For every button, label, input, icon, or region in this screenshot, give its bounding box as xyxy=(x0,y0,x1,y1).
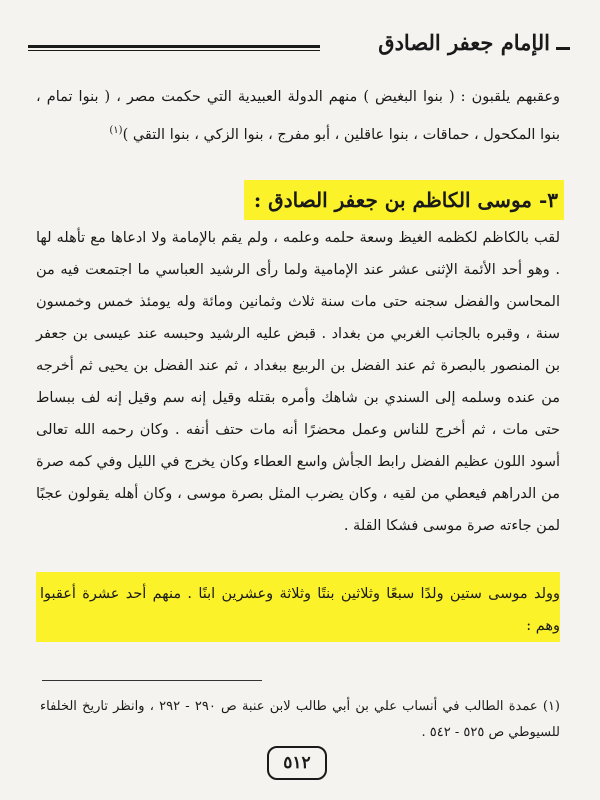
header-dash xyxy=(556,47,570,50)
paragraph-1 xyxy=(36,80,560,152)
header-title: الإمام جعفر الصادق xyxy=(378,30,550,55)
running-header xyxy=(28,26,570,60)
header-rule xyxy=(28,45,320,51)
page-number: ٥١٢ xyxy=(267,746,327,780)
paragraph-2: لقب بالكاظم لكظمه الغيظ وسعة حلمه وعلمه ، ولم يقم بالإمامة ولا ادعاها مع تأهله لها . وهو أحد الأئمة الإثنى عشر عند الإمامية ولما رأى الرشيد العباسي ما اجتمعت فيه من المحاسن والفضل سجنه حتى مات سنة ثلاث وثمانين ومائة وله يومئذ خمس وخمسون سنة ، وقبره بالجانب الغربي من بغداد . قبض عليه الرشيد وحبسه عند عيسى بن جعفر بن المنصور بالبصرة ثم عند الفضل بن الربيع ببغداد ، ثم عند الفضل بن يحيى ثم أخرجه من عنده وسلمه إلى السندي بن شاهك وأمره بقتله وقيل إنه سم وقيل إنه لف ببساط حتى مات ، ثم أخرج للناس وعمل محضرًا أنه مات حتف أنفه . وكان رحمه الله تعالى أسود اللون عظيم الفضل رابط الجأش واسع العطاء وكان يخرج في الليل وفي كمه صرة من الدراهم فيعطي من لقيه ، وكان يضرب المثل بصرة موسى ، وكان أهله يقولون عجبًا لمن جاءته صرة موسى فشكا القلة . xyxy=(36,230,560,534)
highlighted-text: وولد موسى ستين ولدًا سبعًا وثلاثين بنتًا وثلاثة وعشرين ابنًا . منهم أحد عشرة أعقبوا وهم : xyxy=(40,586,560,634)
footnote: (١) عمدة الطالب في أنساب علي بن أبي طالب لابن عنبة ص ٢٩٠ - ٢٩٢ ، وانظر تاريخ الخلفاء للسيوطي ص ٥٢٥ - ٥٤٢ . xyxy=(40,699,560,740)
paragraph-1-text: وعقبهم يلقبون : ( بنوا البغيض ) منهم الدولة العبيدية التي حكمت مصر ، ( بنوا تمام ، بنوا المكحول ، حماقات ، بنوا عاقلين ، أبو مفرج ، بنوا الزكي ، بنوا التقي ) xyxy=(36,89,560,143)
section-heading: ٣- موسى الكاظم بن جعفر الصادق : xyxy=(244,180,564,220)
footnote-ref: (١) xyxy=(109,125,123,136)
footnote-rule xyxy=(42,680,262,681)
